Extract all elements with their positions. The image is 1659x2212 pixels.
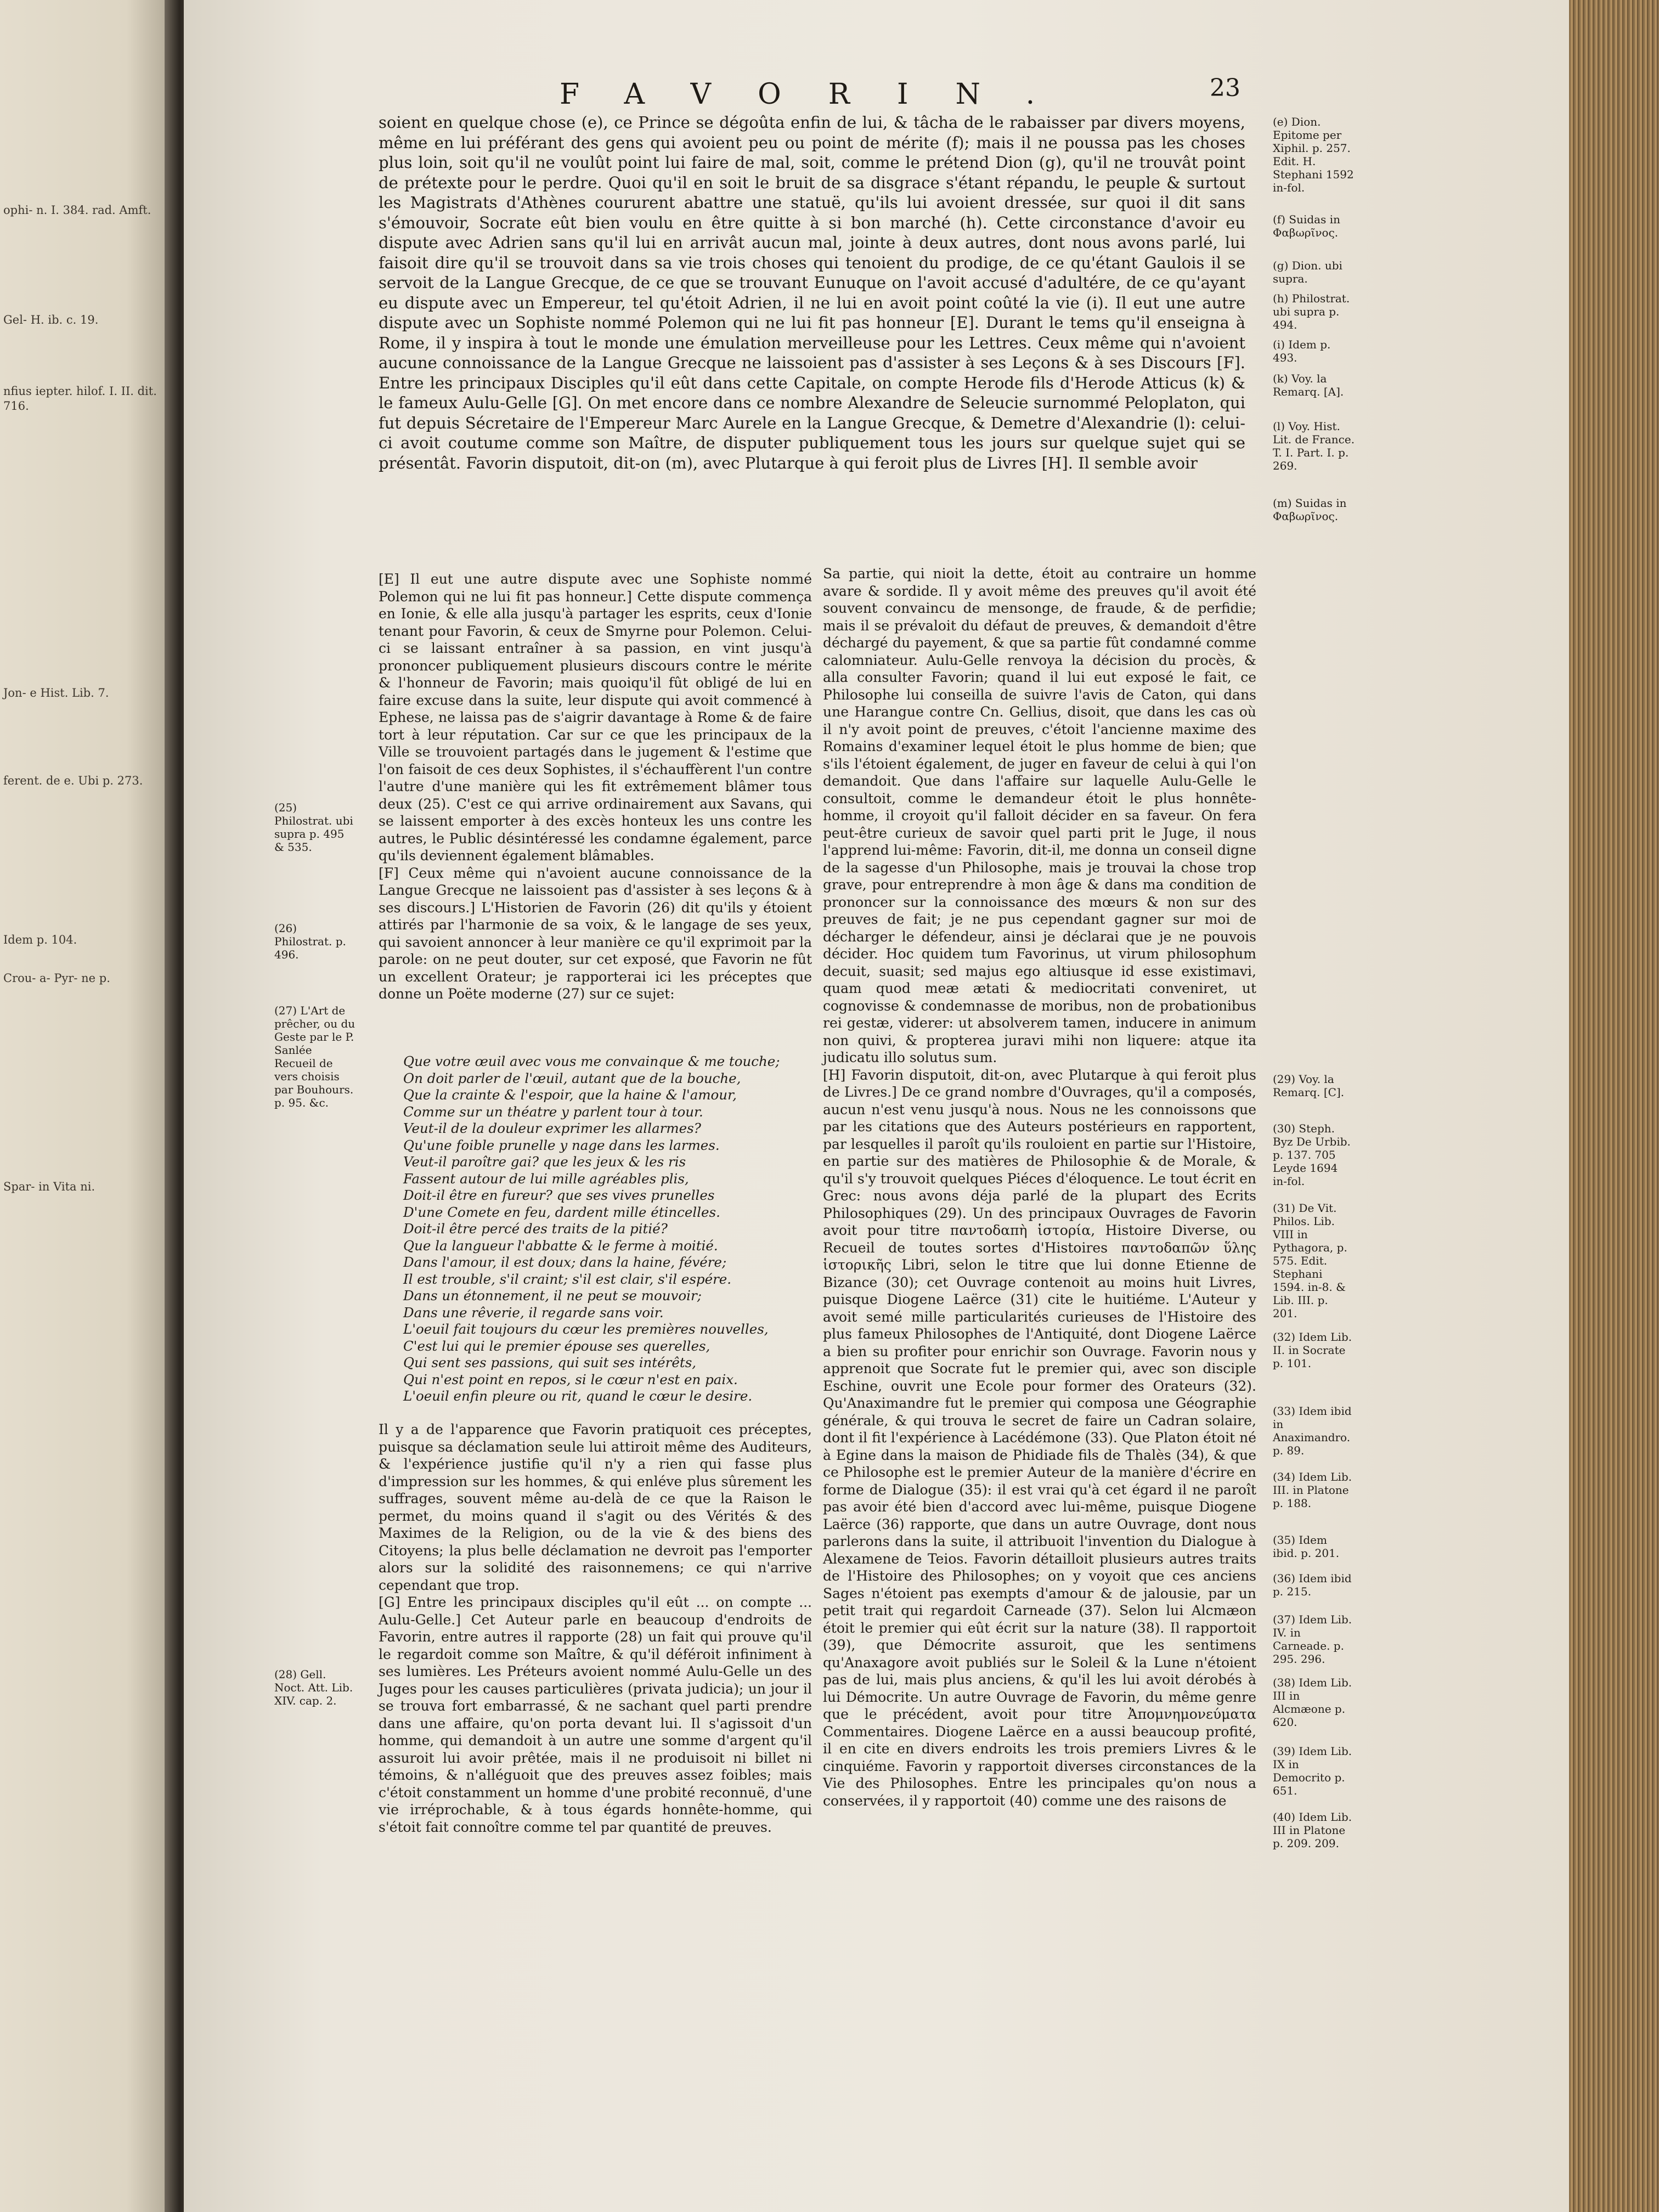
margin-note: (25) Philostrat. ubi supra p. 495 & 535.: [274, 801, 353, 854]
margin-note: (40) Idem Lib. III in Platone p. 209. 209.: [1273, 1810, 1352, 1850]
poem-line: Comme sur un théatre y parlent tour à tour.: [403, 1103, 703, 1120]
right-column-paragraph: Sa partie, qui nioit la dette, étoit au contraire un homme avare & sordide. Il y avoit même des preuves qu'il avoit été souvent convaincu de mensonge, de fraude, & de perfidie; mais il se prévaloit du défaut de preuves, & demandoit d'être déchargé du payement, & que sa partie fût condamné comme calomniateur. Aulu-Gelle renvoya la décision du procès, & alla consulter Favorin; quand il lui eut exposé le fait, ce Philosophe lui conseilla de suivre l'avis de Caton, qui dans une Harangue contre Cn. Gellius, disoit, que dans les cas où il n'y avoit point de preuves, c'étoit l'ancienne maxime des Romains d'examiner lequel étoit le plus homme de bien; que s'ils l'étoient également, de juger en faveur de celui à qui l'on demandoit. Que dans l'affaire sur laquelle Aulu-Gelle le consultoit, comme le demandeur étoit le plus honnête-homme, il croyoit qu'il falloit décider en sa faveur. On fera peut-être curieux de savoir quel parti prit le Juge, il nous l'apprend lui-même: Favorin, dit-il, me donna un conseil digne de la sagesse d'un Philosophe, mais je trouvai la chose trop grave, pour entreprendre à mon âge & dans ma condition de prononcer sur la connoissance des mœurs & non sur des preuves de fait; je ne pus cependant gagner sur moi de décharger le défendeur, ainsi je déclarai que je ne pouvois décider. Hoc quidem tum Favorinus, ut virum philosophum decuit, suasit; sed majus ego altiusque id esse existimavi, quam quod meæ ætati & mediocritati conveniret, ut cognovisse & condemnasse de moribus, non de probationibus rei gestæ, viderer: ut absolverem tamen, inducere in animum non quivi, & propterea juravi mihi non liquere: atque ita judicatu illo solutus sum.: [823, 566, 1256, 1065]
remark-g: [G] Entre les principaux disciples qu'il eût ... on compte ... Aulu-Gelle.] Cet Auteur parle en beaucoup d'endroits de Favorin, entre autres il rapporte (28) un fait qui prouve qu'il le regardoit comme son Maître, & qu'il déféroit infiniment à ses lumières. Les Préteurs avoient nommé Aulu-Gelle un des Juges pour les causes particulières (privata judicia); un jour il se trouva fort embarrassé, & ne sachant quel parti prendre dans une affaire, qu'on porta devant lui. Il s'agissoit d'un homme, qui demandoit à un autre une somme d'argent qu'il assuroit lui avoir prêtée, mais il ne produisoit ni billet ni témoins, & n'alléguoit que des preuves assez foibles; mais c'étoit constamment un homme d'une probité reconnuë, d'une vie irréprochable, & à tous égards honnête-homme, qui s'étoit fait connoître comme tel par quantité de preuves.: [379, 1594, 812, 1835]
margin-note: (39) Idem Lib. IX in Democrito p. 651.: [1273, 1745, 1352, 1797]
after-poem-paragraph: Il y a de l'apparence que Favorin pratiquoit ces préceptes, puisque sa déclamation seule lui attiroit même des Auditeurs, & l'expérience justifie qu'il n'y a rien qui fasse plus d'impression sur les hommes, & qui enléve plus sûrement les suffrages, souvent même au-delà de ce que la Raison le permet, du moins quand il s'agit ou des Vérités & des Maximes de la Religion, ou de la vie & des biens des Citoyens; la plus belle déclamation ne devroit pas l'emporter alors sur la solidité des raisonnemens; ce qui n'arrive cependant que trop.: [379, 1421, 812, 1593]
page-edges: [1569, 0, 1659, 2212]
main-paragraph: soient en quelque chose (e), ce Prince se dégoûta enfin de lui, & tâcha de le rabaisser par divers moyens, même en lui préférant des gens qui avoient peu ou point de mérite (f); mais il ne poussa pas les choses plus loin, soit qu'il ne voulût point lui faire de mal, soit, comme le prétend Dion (g), qu'il ne trouvât point de prétexte pour le perdre. Quoi qu'il en soit le bruit de sa disgrace s'étant répandu, le peuple & surtout les Magistrats d'Athènes coururent abattre une statuë, qu'ils lui avoient dressée, sur quoi il dit sans s'émouvoir, Socrate eût bien voulu en être quitte à si bon marché (h). Cette circonstance d'avoir eu dispute avec Adrien sans qu'il lui en arrivât aucun mal, jointe à deux autres, dont nous avons parlé, lui faisoit dire qu'il se trouvoit dans sa vie trois choses qui tenoient du prodige, de ce qu'étant Gaulois il se servoit de la Langue Grecque, de ce que se trouvant Eunuque on l'avoit accusé d'adultére, de ce qu'ayant eu dispute avec un Empereur, tel qu'étoit Adrien, il ne lui en avoit point coûté la vie (i). Il eut une autre dispute avec un Sophiste nommé Polemon qui ne lui fit pas honneur [E]. Durant le tems qu'il enseigna à Rome, il y inspira à tout le monde une émulation merveilleuse pour les Lettres. Ceux même qui n'avoient aucune connoissance de la Langue Grecque ne laissoient pas d'assister à ses Leçons & à ses Discours [F]. Entre les principaux Disciples qu'il eût dans cette Capitale, on compte Herode fils d'Herode Atticus (k) & le fameux Aulu-Gelle [G]. On met encore dans ce nombre Alexandre de Seleucie surnommé Peloplaton, qui fut depuis Sécretaire de l'Empereur Marc Aurele en la Langue Grecque, & Demetre d'Alexandrie (l): celui-ci avoit coutume comme son Maître, de disputer publiquement tous les jours sur quelque sujet qui se présentât. Favorin disputoit, dit-on (m), avec Plutarque à qui feroit plus de Livres [H]. Il semble avoir: [379, 113, 1245, 472]
poem-line: Dans une rêverie, il regarde sans voir.: [403, 1304, 664, 1321]
margin-note: (31) De Vit. Philos. Lib. VIII in Pythagora, p. 575. Edit. Stephani 1594. in-8. & Lib. III. p. 201.: [1273, 1201, 1347, 1320]
margin-note: (37) Idem Lib. IV. in Carneade. p. 295. 296.: [1273, 1613, 1352, 1666]
margin-note: (38) Idem Lib. III in Alcmæone p. 620.: [1273, 1676, 1352, 1729]
poem-line: Doit-il être en fureur? que ses vives prunelles: [403, 1187, 715, 1203]
margin-note: (34) Idem Lib. III. in Platone p. 188.: [1273, 1470, 1352, 1510]
margin-note: (f) Suidas in Φαβωρῖνος.: [1273, 213, 1340, 239]
main-text: [379, 112, 1245, 473]
margin-note: (35) Idem ibid. p. 201.: [1273, 1533, 1340, 1560]
left-page-fragment: Spar- in Vita ni.: [3, 1180, 95, 1193]
margin-note: (29) Voy. la Remarq. [C].: [1273, 1073, 1345, 1099]
poem-line: On doit parler de l'œuil, autant que de la bouche,: [403, 1070, 741, 1086]
margin-note: (k) Voy. la Remarq. [A].: [1273, 372, 1344, 398]
margin-note: (g) Dion. ubi supra.: [1273, 259, 1342, 285]
remarks-right-column: [823, 565, 1256, 1809]
left-page-fragment: Gel- H. ib. c. 19.: [3, 313, 99, 326]
left-page-fragment: nfius iepter. hilof. I. II. dit. 716.: [3, 385, 157, 413]
margin-note: (27) L'Art de prêcher, ou du Geste par le P. Sanlée Recueil de vers choisis par Bouhours. p. 95. &c.: [274, 1004, 356, 1109]
poem-line: Il est trouble, s'il craint; s'il est clair, s'il espére.: [403, 1271, 732, 1287]
remark-f: [F] Ceux même qui n'avoient aucune connoissance de la Langue Grecque ne laissoient pas d'assister à ses leçons & à ses discours.] L'Historien de Favorin (26) dit qu'ils y étoient attirés par l'harmonie de sa voix, & le langage de ses yeux, qui savoient annoncer à leur manière ce qu'il exprimoit par la parole: on ne peut douter, sur cet exposé, que Favorin ne fût un excellent Orateur; je rapporterai ici les préceptes que donne un Poëte moderne (27) sur ce sujet:: [379, 865, 812, 1002]
poem: [403, 1053, 809, 1405]
poem-line: Veut-il paroître gai? que les jeux & les ris: [403, 1154, 686, 1170]
poem-line: Que la crainte & l'espoir, que la haine & l'amour,: [403, 1087, 737, 1103]
page-number: 23: [1210, 74, 1240, 102]
poem-line: Qui n'est point en repos, si le cœur n'est en paix.: [403, 1371, 738, 1387]
margin-note: (e) Dion. Epitome per Xiphil. p. 257. Edit. H. Stephani 1592 in-fol.: [1273, 115, 1354, 194]
poem-line: C'est lui qui le premier épouse ses querelles,: [403, 1338, 710, 1354]
remark-e: [E] Il eut une autre dispute avec une Sophiste nommé Polemon qui ne lui fit pas honneur.] Cette dispute commença en Ionie, & elle alla jusqu'à partager les esprits, ceux d'Ionie tenant pour Favorin, & ceux de Smyrne pour Polemon. Celui-ci se laissant entraîner à sa passion, en vint jusqu'à prononcer publiquement plusieurs discours contre le mérite & l'honneur de Favorin; mais quoiqu'il fût obligé de lui en faire excuse dans la suite, leur dispute qui avoit commencé à Ephese, ne laissa pas de s'aigrir davantage à Rome & de faire tort à leur réputation. Car sur ce que les principaux de la Ville se trouvoient partagés dans le jugement & l'estime que l'on faisoit de ces deux Sophistes, il s'échauffèrent l'un contre l'autre d'une manière qui les fit extrêmement blâmer tous deux (25). C'est ce qui arrive ordinairement aux Savans, qui se laissent emporter à des excès honteux les uns contre les autres, le Public désintéressé les condamne également, parce qu'ils deviennent également blâmables.: [379, 571, 812, 864]
margin-note: (30) Steph. Byz De Urbib. p. 137. 705 Leyde 1694 in-fol.: [1273, 1122, 1351, 1188]
poem-line: Doit-il être percé des traits de la pitié?: [403, 1221, 668, 1237]
margin-note: (36) Idem ibid p. 215.: [1273, 1572, 1352, 1598]
left-page-fragment: Jon- e Hist. Lib. 7.: [3, 686, 109, 699]
margin-note: (26) Philostrat. p. 496.: [274, 922, 346, 961]
left-page-fragment: Idem p. 104.: [3, 933, 77, 946]
poem-line: Dans un étonnement, il ne peut se mouvoir;: [403, 1288, 702, 1304]
margin-note: (i) Idem p. 493.: [1273, 338, 1331, 364]
poem-line: L'oeuil enfin pleure ou rit, quand le cœur le desire.: [403, 1388, 753, 1404]
margin-note: (h) Philostrat. ubi supra p. 494.: [1273, 292, 1350, 331]
left-page-fragment: ferent. de e. Ubi p. 273.: [3, 774, 143, 787]
running-title: FAVORIN.: [560, 78, 1082, 111]
remarks-left-column-lower: [379, 1421, 812, 1836]
margin-note: (m) Suidas in Φαβωρῖνος.: [1273, 496, 1347, 523]
remarks-left-column: [379, 571, 812, 1003]
poem-line: L'oeuil fait toujours du cœur les premières nouvelles,: [403, 1321, 769, 1337]
margin-note: (l) Voy. Hist. Lit. de France. T. I. Part. I. p. 269.: [1273, 420, 1355, 472]
left-page-fragment: Crou- a- Pyr- ne p.: [3, 972, 110, 985]
left-page: [0, 0, 181, 2212]
margin-note: (32) Idem Lib. II. in Socrate p. 101.: [1273, 1330, 1352, 1370]
margin-note: (28) Gell. Noct. Att. Lib. XIV. cap. 2.: [274, 1668, 353, 1707]
margin-note: (33) Idem ibid in Anaximandro. p. 89.: [1273, 1404, 1352, 1457]
poem-line: Que votre œuil avec vous me convainque & me touche;: [403, 1053, 780, 1069]
poem-line: Veut-il de la douleur exprimer les allarmes?: [403, 1120, 701, 1136]
poem-line: Que la langueur l'abbatte & le ferme à moitié.: [403, 1237, 718, 1254]
poem-line: Qu'une foible prunelle y nage dans les larmes.: [403, 1137, 720, 1153]
poem-line: Fassent autour de lui mille agréables plis,: [403, 1170, 689, 1187]
left-page-fragment: ophi- n. I. 384. rad. Amft.: [3, 204, 151, 217]
poem-line: Qui sent ses passions, qui suit ses intérêts,: [403, 1355, 697, 1370]
remark-h: [H] Favorin disputoit, dit-on, avec Plutarque à qui feroit plus de Livres.] De ce grand nombre d'Ouvrages, qu'il a composés, aucun n'est venu jusqu'à nous. Nous ne les connoissons que par les citations que des Auteurs postérieurs en rapportent, par lesquelles il paroît qu'ils rouloient en partie sur l'Histoire, en partie sur des matières de Philosophie & de Morale, & qu'il s'y trouvoit quelques Piéces d'éloquence. Le tout écrit en Grec: nous avons déja parlé de la plupart des Ecrits Philosophiques (29). Un des principaux Ouvrages de Favorin avoit pour titre παντοδαπὴ ἱστορία, Histoire Diverse, ou Recueil de toutes sortes d'Histoires παντοδαπῶν ὕλης ἱστορικῆς Libri, selon le titre que lui donne Etienne de Bizance (30); cet Ouvrage contenoit au moins huit Livres, puisque Diogene Laërce (31) cite le huitiéme. L'Auteur y avoit semé mille particularités curieuses de l'Histoire des plus fameux Philosophes de l'Antiquité, dont Diogene Laërce a bien su profiter pour enrichir son Ouvrage. Favorin nous y apprenoit que Socrate fut le premier qui, avec son disciple Eschine, ouvrit une Ecole pour former des Orateurs (32). Qu'Anaximandre fut le premier qui composa une Géographie générale, & qui trouva le secret de faire un Cadran solaire, dont il fit l'expérience à Lacédémone (33). Que Platon étoit né à Egine dans la maison de Phidiade fils de Thalès (34), & que ce Philosophe est le premier Auteur de la manière d'écrire en forme de Dialogue (35): il est vrai qu'à cet égard il ne paroît pas avoir été bien d'accord avec lui-même, puisque Diogene Laërce (36) rapporte, que dans un autre Ouvrage, dont nous parlerons dans la suite, il attribuoit l'invention du Dialogue à Alexamene de Teios. Favorin détailloit plusieurs autres traits de l'Histoire des Philosophes; on y voyoit que ces anciens Sages n'étoient pas exempts d'amour & de jalousie, par un petit trait qui regardoit Carneade (37). Selon lui Alcmæon étoit le premier qui eût écrit sur la nature (38). Il rapportoit (39), que Démocrite assuroit, que les sentimens qu'Anaxagore avoit publiés sur le Soleil & la Lune n'étoient pas de lui, mais plus anciens, & qu'il les lui avoit dérobés à lui Démocrite. Un autre Ouvrage de Favorin, du même genre que le précédent, avoit pour titre Ἀπομνημονεύματα Commentaires. Diogene Laërce en a aussi beaucoup profité, il en cite en divers endroits les trois premiers Livres & le cinquiéme. Favorin y rapportoit diverses circonstances de la Vie des Philosophes. Entre les principales qu'on nous a conservées, il y rapportoit (40) comme une des raisons de: [823, 1066, 1256, 1809]
poem-line: Dans l'amour, il est doux; dans la haine, févére;: [403, 1254, 727, 1270]
poem-line: D'une Comete en feu, dardent mille étincelles.: [403, 1204, 720, 1220]
